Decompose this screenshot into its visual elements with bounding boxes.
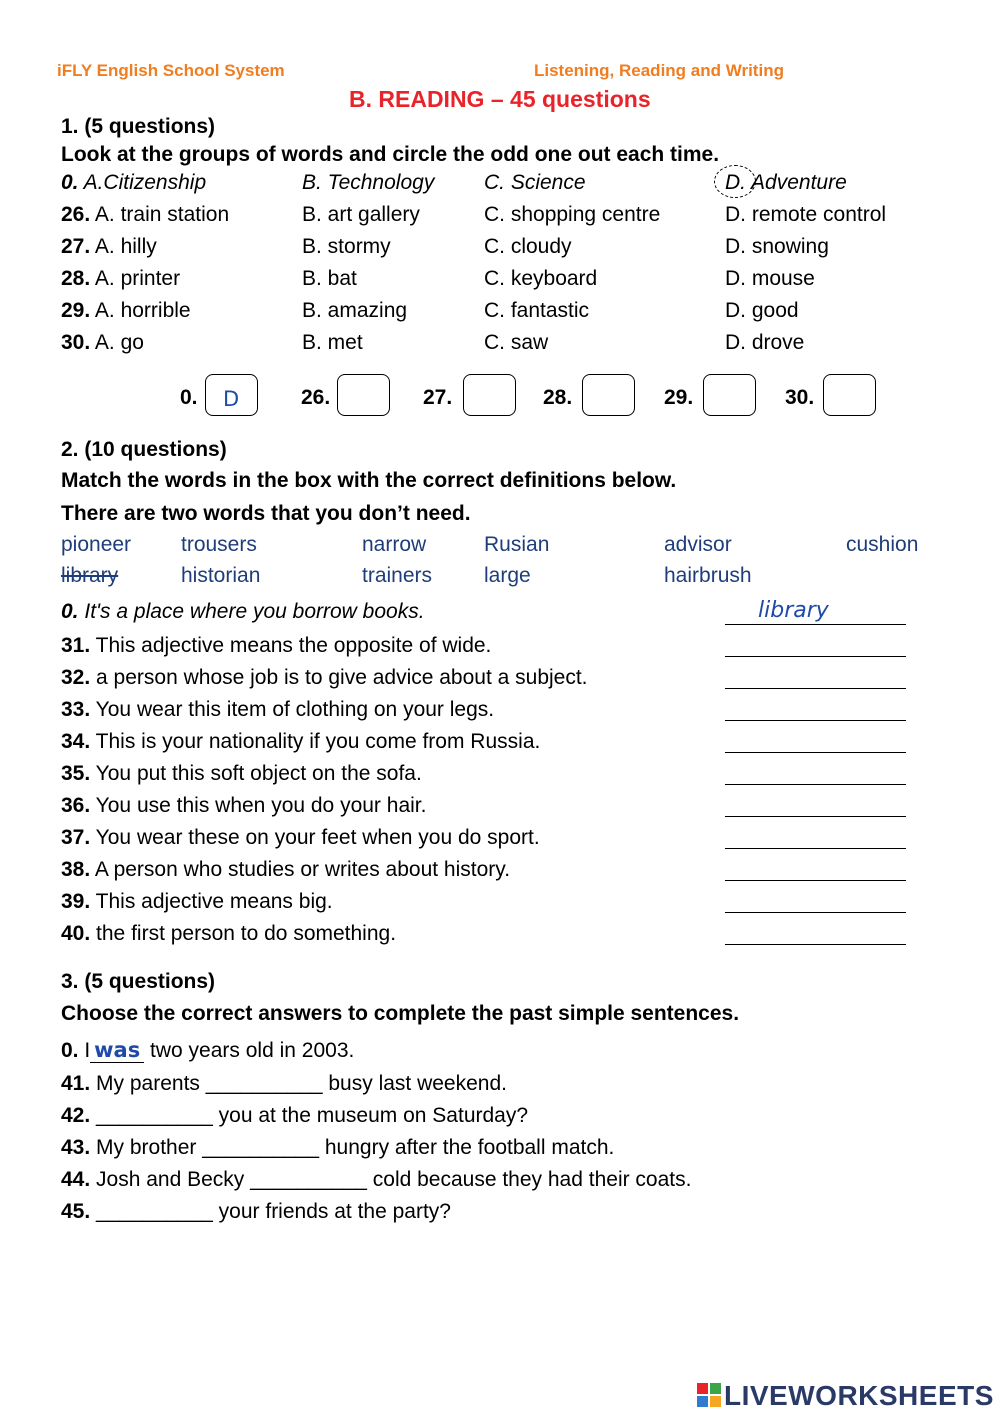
example-number: 0. — [61, 600, 79, 623]
question-number: 41. — [61, 1072, 91, 1095]
sentence-text[interactable]: My parents __________ busy last weekend. — [96, 1072, 507, 1095]
definition-row — [61, 666, 588, 690]
example-option-a: A.Citizenship — [83, 171, 207, 194]
answer-box[interactable] — [463, 374, 516, 416]
example-answer-text: D — [223, 387, 240, 411]
sentence-text[interactable]: Josh and Becky __________ cold because they had their coats. — [96, 1168, 692, 1191]
question-number: 42. — [61, 1104, 91, 1127]
question-row — [61, 331, 144, 355]
part2-instruction-1: Match the words in the box with the correct definitions below. — [61, 469, 677, 492]
section-title: B. READING – 45 questions — [349, 86, 651, 112]
word-bank-item: hairbrush — [664, 564, 752, 587]
definition-row — [61, 826, 540, 850]
question-number: 38. — [61, 858, 91, 881]
word-bank-item: narrow — [362, 533, 427, 556]
answer-line[interactable] — [725, 720, 906, 721]
example-answer: library — [758, 598, 829, 623]
option-b: B. art gallery — [302, 203, 420, 226]
part3-instruction: Choose the correct answers to complete the past simple sentences. — [61, 1002, 740, 1025]
question-number: 36. — [61, 794, 91, 817]
definition-row — [61, 794, 426, 818]
answer-box[interactable] — [337, 374, 390, 416]
example-number: 0. — [61, 1039, 79, 1062]
part1-example-row — [61, 171, 206, 195]
question-number: 26. — [61, 203, 91, 226]
option-d: D. mouse — [725, 267, 815, 290]
question-number: 30. — [61, 331, 91, 354]
sentence-row — [61, 1072, 507, 1096]
sentence-row — [61, 1200, 451, 1224]
question-number: 33. — [61, 698, 91, 721]
answer-line[interactable] — [725, 784, 906, 785]
question-number: 35. — [61, 762, 91, 785]
part2-heading: 2. (10 questions) — [61, 438, 227, 461]
definition-row — [61, 634, 491, 658]
definition-text: You wear this item of clothing on your legs. — [95, 698, 495, 721]
answer-box-label: 27. — [423, 386, 453, 409]
option-d: D. drove — [725, 331, 805, 354]
option-d: D. good — [725, 299, 799, 322]
example-answer: was — [90, 1038, 144, 1063]
question-number: 28. — [61, 267, 91, 290]
word-bank-item: trousers — [181, 533, 257, 556]
liveworksheets-logo-icon — [697, 1383, 721, 1407]
word-bank-item: historian — [181, 564, 261, 587]
answer-box-label: 29. — [664, 386, 694, 409]
example-option-b: B. Technology — [302, 171, 435, 194]
answer-line[interactable] — [725, 912, 906, 913]
sentence-text[interactable]: My brother __________ hungry after the football match. — [96, 1136, 615, 1159]
answer-box[interactable] — [823, 374, 876, 416]
option-d: D. snowing — [725, 235, 829, 258]
definition-row — [61, 890, 333, 914]
definition-row — [61, 922, 396, 946]
option-c: C. fantastic — [484, 299, 590, 322]
answer-line[interactable] — [725, 944, 906, 945]
definition-row — [61, 762, 422, 786]
option-c: C. saw — [484, 331, 549, 354]
sentence-row — [61, 1104, 528, 1128]
part1-heading: 1. (5 questions) — [61, 115, 216, 138]
option-b: B. met — [302, 331, 363, 354]
option-a: A. train station — [94, 203, 230, 226]
answer-line[interactable] — [725, 816, 906, 817]
example-definition: It's a place where you borrow books. — [84, 600, 425, 623]
definition-text: You wear these on your feet when you do sport. — [95, 826, 540, 849]
word-bank-item: advisor — [664, 533, 732, 556]
definition-text: A person who studies or writes about history. — [94, 858, 511, 881]
part2-example — [61, 600, 425, 624]
option-c: C. shopping centre — [484, 203, 661, 226]
definition-row — [61, 698, 494, 722]
skills-title: Listening, Reading and Writing — [534, 61, 784, 80]
definition-text: This adjective means big. — [95, 890, 333, 913]
option-c: C. keyboard — [484, 267, 598, 290]
answer-line[interactable] — [725, 752, 906, 753]
option-a: A. hilly — [94, 235, 157, 258]
question-number: 32. — [61, 666, 91, 689]
answer-line[interactable] — [725, 880, 906, 881]
definition-text: This is your nationality if you come from Russia. — [95, 730, 541, 753]
answer-box-label: 26. — [301, 386, 331, 409]
part3-example — [61, 1038, 354, 1063]
part1-instruction: Look at the groups of words and circle the odd one out each time. — [61, 143, 720, 166]
question-row — [61, 299, 191, 323]
option-a: A. printer — [94, 267, 181, 290]
example-before: I — [84, 1039, 91, 1062]
question-number: 34. — [61, 730, 91, 753]
question-number: 37. — [61, 826, 91, 849]
definition-text: You put this soft object on the sofa. — [95, 762, 422, 785]
answer-line[interactable] — [725, 656, 906, 657]
definition-row — [61, 730, 540, 754]
sentence-row — [61, 1136, 614, 1160]
question-row — [61, 203, 229, 227]
definition-row — [61, 858, 510, 882]
example-option-d: D. Adventure — [725, 171, 847, 194]
question-number: 44. — [61, 1168, 91, 1191]
sentence-text[interactable]: __________ your friends at the party? — [96, 1200, 451, 1223]
answer-line[interactable] — [725, 688, 906, 689]
answer-box-label: 28. — [543, 386, 573, 409]
sentence-row — [61, 1168, 691, 1192]
question-row — [61, 267, 180, 291]
option-a: A. horrible — [94, 299, 191, 322]
word-bank-item: pioneer — [61, 533, 132, 556]
question-number: 45. — [61, 1200, 91, 1223]
option-d: D. remote control — [725, 203, 887, 226]
answer-box-label: 0. — [180, 386, 198, 409]
answer-box[interactable] — [582, 374, 635, 416]
question-number: 27. — [61, 235, 91, 258]
option-b: B. stormy — [302, 235, 391, 258]
answer-line[interactable] — [725, 848, 906, 849]
word-bank-item-used: library — [61, 564, 119, 587]
school-name: iFLY English School System — [57, 61, 285, 80]
sentence-text[interactable]: __________ you at the museum on Saturday? — [96, 1104, 529, 1127]
question-number: 29. — [61, 299, 91, 322]
answer-box-label: 30. — [785, 386, 815, 409]
word-bank-item: trainers — [362, 564, 433, 587]
definition-text: the first person to do something. — [96, 922, 397, 945]
option-a: A. go — [94, 331, 144, 354]
option-b: B. amazing — [302, 299, 408, 322]
definition-text: This adjective means the opposite of wide. — [95, 634, 492, 657]
example-answer-line — [725, 624, 906, 625]
definition-text: You use this when you do your hair. — [95, 794, 427, 817]
option-c: C. cloudy — [484, 235, 572, 258]
option-b: B. bat — [302, 267, 357, 290]
example-option-c: C. Science — [484, 171, 586, 194]
liveworksheets-logo[interactable]: LIVEWORKSHEETS — [724, 1380, 994, 1411]
word-bank-item: Rusian — [484, 533, 550, 556]
question-row — [61, 235, 157, 259]
part2-instruction-2: There are two words that you don’t need. — [61, 502, 471, 525]
word-bank-item: large — [484, 564, 531, 587]
answer-box[interactable] — [703, 374, 756, 416]
part3-heading: 3. (5 questions) — [61, 970, 216, 993]
example-number: 0. — [61, 171, 79, 194]
question-number: 39. — [61, 890, 91, 913]
definition-text: a person whose job is to give advice about a subject. — [96, 666, 588, 689]
question-number: 31. — [61, 634, 91, 657]
question-number: 43. — [61, 1136, 91, 1159]
word-bank-item: cushion — [846, 533, 919, 556]
example-after: two years old in 2003. — [150, 1039, 355, 1062]
question-number: 40. — [61, 922, 91, 945]
